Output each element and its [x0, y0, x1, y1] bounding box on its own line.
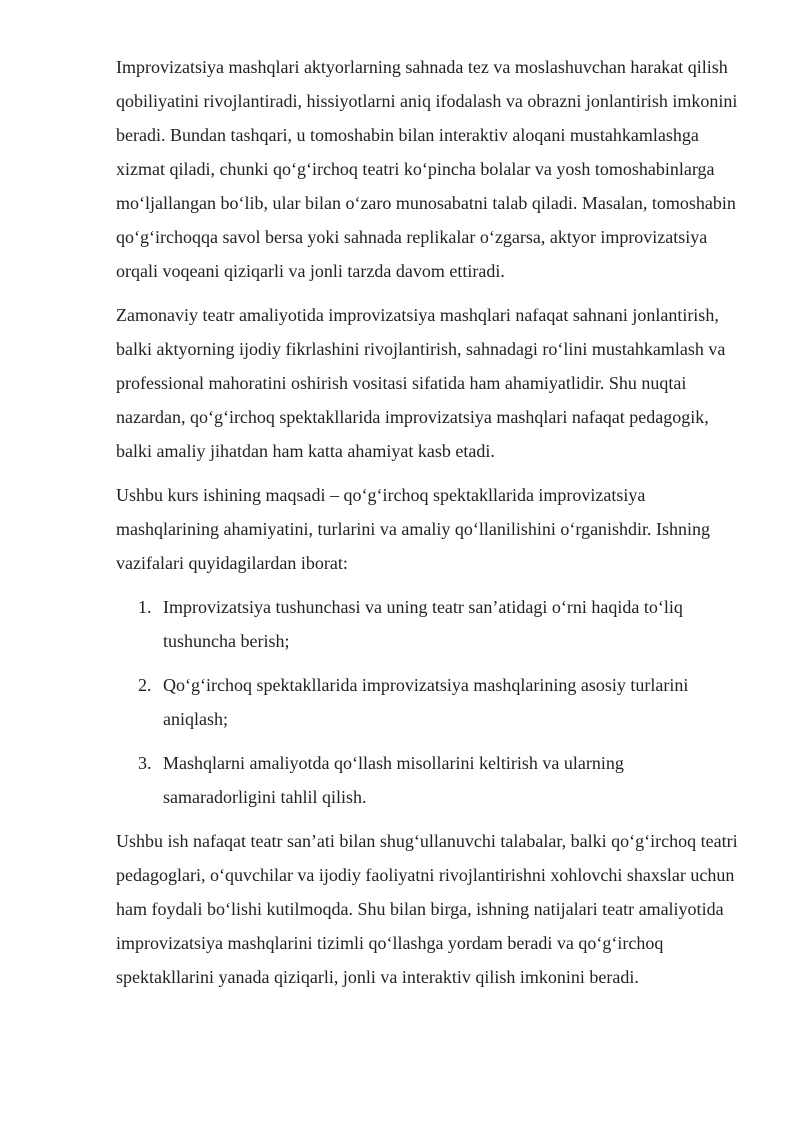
paragraph-improvisation-benefits: Improvizatsiya mashqlari aktyorlarning sahnada tez va moslashuvchan harakat qilish qobiliyatini rivojlantiradi, hissiyotlarni aniq ifodalash va obrazni jonlantirish imkonini beradi. Bundan tashqari, u tomoshabin bilan interaktiv aloqani mustahkamlashga xizmat qiladi, chunki qo‘g‘irchoq teatri ko‘pincha bolalar va yosh tomoshabinlarga mo‘ljallangan bo‘lib, ular bilan o‘zaro munosabatni talab qiladi. Masalan, tomoshabin qo‘g‘irchoqqa savol bersa yoki sahnada replikalar o‘zgarsa, aktyor improvizatsiya orqali voqeani qiziqarli va jonli tarzda davom ettiradi. — [116, 57, 738, 281]
list-item-text: Mashqlarni amaliyotda qo‘llash misollarini keltirish va ularning samaradorligini tahlil qilish. — [163, 753, 624, 807]
list-item-text: Qo‘g‘irchoq spektakllarida improvizatsiya mashqlarining asosiy turlarini aniqlash; — [163, 675, 689, 729]
paragraph-modern-practice: Zamonaviy teatr amaliyotida improvizatsiya mashqlari nafaqat sahnani jonlantirish, balki aktyorning ijodiy fikrlashini rivojlantirish, sahnadagi ro‘lini mustahkamlash va professional mahoratini oshirish vositasi sifatida ham ahamiyatlidir. Shu nuqtai nazardan, qo‘g‘irchoq spektakllarida improvizatsiya mashqlari nafaqat pedagogik, balki amaliy jihatdan ham katta ahamiyat kasb etadi. — [116, 305, 726, 461]
list-item-number: 3. — [138, 753, 152, 773]
list-item-number: 1. — [138, 597, 152, 617]
paragraph-conclusion: Ushbu ish nafaqat teatr san’ati bilan shug‘ullanuvchi talabalar, balki qo‘g‘irchoq teatri pedagoglari, o‘quvchilar va ijodiy faoliyatni rivojlantirishni xohlovchi shaxslar uchun ham foydali bo‘lishi kutilmoqda. Shu bilan birga, ishning natijalari teatr amaliyotida improvizatsiya mashqlarini tizimli qo‘llashga yordam beradi va qo‘g‘irchoq spektakllarini yanada qiziqarli, jonli va interaktiv qilish imkonini beradi. — [116, 831, 738, 987]
list-item-number: 2. — [138, 675, 152, 695]
list-item — [116, 746, 740, 814]
list-item — [116, 590, 740, 658]
tasks-list — [116, 590, 740, 814]
list-item — [116, 668, 740, 736]
list-item-text: Improvizatsiya tushunchasi va uning teatr san’atidagi o‘rni haqida to‘liq tushuncha berish; — [163, 597, 683, 651]
paragraph-course-goal: Ushbu kurs ishining maqsadi – qo‘g‘irchoq spektakllarida improvizatsiya mashqlarining ahamiyatini, turlarini va amaliy qo‘llanilishini o‘rganishdir. Ishning vazifalari quyidagilardan iborat: — [116, 485, 711, 573]
